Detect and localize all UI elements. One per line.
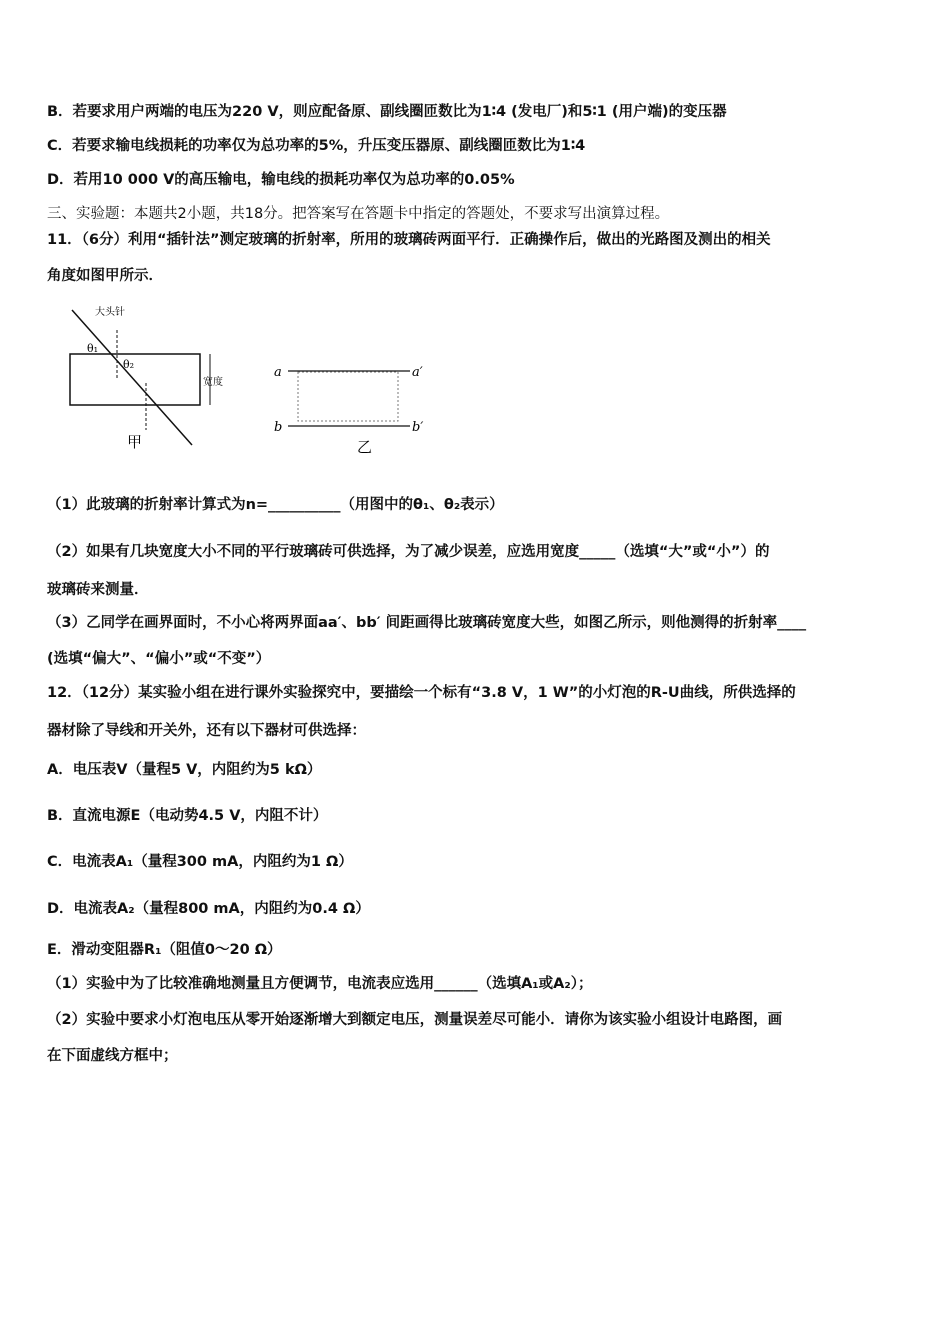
question-11-part-1: （1）此玻璃的折射率计算式为n=__________（用图中的θ₁、θ₂表示） — [47, 497, 504, 513]
question-11-part-3-cont: (选填“偏大”、“偏小”或“不变”） — [47, 651, 271, 667]
question-11-part-2: （2）如果有几块宽度大小不同的平行玻璃砖可供选择，为了减少误差，应选用宽度_____（选填“大”或“小”）的 — [47, 544, 770, 560]
question-12-part-2: （2）实验中要求小灯泡电压从零开始逐渐增大到额定电压，测量误差尽可能小．请你为该实验小组设计电路图，画 — [47, 1012, 783, 1028]
section-heading: 三、实验题：本题共2小题，共18分。把答案写在答题卡中指定的答题处，不要求写出演算过程。 — [47, 206, 670, 222]
pin-label: 大头针 — [95, 307, 125, 318]
theta1-label: θ₁ — [87, 342, 99, 355]
equipment-c: C．电流表A₁（量程300 mA，内阻约为1 Ω） — [47, 854, 353, 870]
question-12-text-cont: 器材除了导线和开关外，还有以下器材可供选择： — [47, 723, 366, 739]
question-11-part-3: （3）乙同学在画界面时，不小心将两界面aa′、bb′ 间距画得比玻璃砖宽度大些，如图乙所示，则他测得的折射率____ — [47, 615, 807, 631]
width-label: 宽度 — [203, 377, 223, 388]
option-c: C．若要求输电线损耗的功率仅为总功率的5%，升压变压器原、副线圈匝数比为1∶4 — [47, 138, 586, 154]
question-12-text: 12．（12分）某实验小组在进行课外实验探究中，要描绘一个标有“3.8 V，1 W”的小灯泡的R-U曲线，所供选择的 — [47, 685, 796, 701]
refraction-figure — [60, 295, 440, 460]
equipment-e: E．滑动变阻器R₁（阻值0～20 Ω） — [47, 942, 282, 958]
option-d: D．若用10 000 V的高压输电，输电线的损耗功率仅为总功率的0.05% — [47, 172, 515, 188]
label-a-prime: a′ — [412, 365, 423, 380]
equipment-a: A．电压表V（量程5 V，内阻约为5 kΩ） — [47, 762, 322, 778]
label-b-prime: b′ — [412, 420, 424, 435]
label-a: a — [274, 365, 282, 380]
option-b: B．若要求用户两端的电压为220 V，则应配备原、副线圈匝数比为1∶4 (发电厂)和5∶1 (用户端)的变压器 — [47, 104, 727, 120]
equipment-b: B．直流电源E（电动势4.5 V，内阻不计） — [47, 808, 328, 824]
question-11-part-2-cont: 玻璃砖来测量． — [47, 582, 149, 598]
question-12-part-2-cont: 在下面虚线方框中； — [47, 1048, 178, 1064]
question-11-text-cont: 角度如图甲所示． — [47, 268, 163, 284]
label-b: b — [274, 420, 283, 435]
equipment-d: D．电流表A₂（量程800 mA，内阻约为0.4 Ω） — [47, 901, 370, 917]
question-12-part-1: （1）实验中为了比较准确地测量且方便调节，电流表应选用______（选填A₁或A₂）； — [47, 976, 593, 992]
figure-jia-caption: 甲 — [127, 433, 143, 451]
question-11-text: 11．（6分）利用“插针法”测定玻璃的折射率，所用的玻璃砖两面平行．正确操作后，做出的光路图及测出的相关 — [47, 232, 771, 248]
figure-yi-caption: 乙 — [357, 438, 373, 456]
theta2-label: θ₂ — [123, 358, 135, 371]
